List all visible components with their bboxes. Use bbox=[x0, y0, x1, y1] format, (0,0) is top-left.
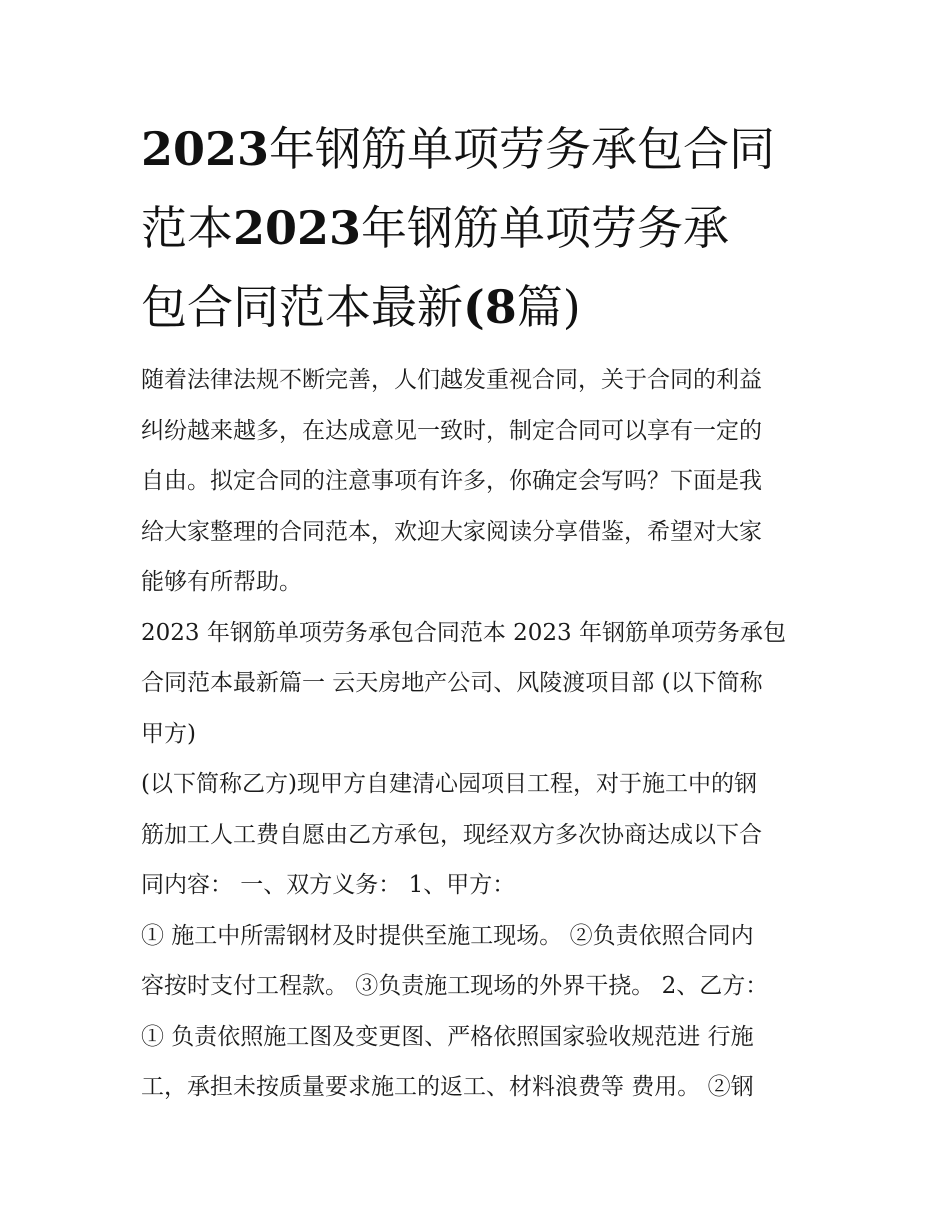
body-line: 工，承担未按质量要求施工的返工、材料浪费等 费用。 ②钢 bbox=[141, 1074, 754, 1100]
title-segment: 篇) bbox=[516, 280, 581, 334]
document-body bbox=[141, 355, 813, 1113]
body-line: (以下简称乙方)现甲方自建清心园项目工程，对于施工中的钢 bbox=[141, 771, 757, 797]
title-segment: 年钢筋单项劳务承 bbox=[361, 201, 730, 255]
body-line: 纠纷越来越多，在达成意见一致时，制定合同可以享有一定的 bbox=[141, 417, 762, 444]
title-line bbox=[141, 189, 813, 268]
body-line: 能够有所帮助。 bbox=[141, 569, 302, 595]
title-segment: 年钢筋单项劳务承包合同 bbox=[269, 122, 776, 176]
title-segment: (8 bbox=[463, 280, 517, 334]
body-line: 给大家整理的合同范本，欢迎大家阅读分享借鉴，希望对大家 bbox=[141, 518, 762, 545]
title-line bbox=[141, 110, 813, 189]
body-line: 2023 年钢筋单项劳务承包合同范本 2023 年钢筋单项劳务承包 bbox=[141, 619, 786, 646]
title-segment: 2023 bbox=[141, 122, 270, 176]
body-line: ① 负责依照施工图及变更图、严格依照国家验收规范进 行施 bbox=[141, 1023, 754, 1050]
body-line: 筋加工人工费自愿由乙方承包，现经双方多次协商达成以下合 bbox=[141, 821, 762, 848]
document-title bbox=[141, 110, 813, 347]
body-line: 同内容： 一、双方义务： 1、甲方： bbox=[141, 872, 516, 898]
title-segment: 2023 bbox=[233, 201, 362, 255]
title-line bbox=[141, 268, 813, 347]
body-line: 自由。拟定合同的注意事项有许多，你确定会写吗？下面是我 bbox=[141, 468, 762, 494]
title-segment: 包合同范本最新 bbox=[141, 280, 463, 334]
title-segment: 范本 bbox=[141, 201, 233, 255]
body-line: 合同范本最新篇一 云天房地产公司、风陵渡项目部 (以下简称 bbox=[141, 670, 763, 696]
body-line: 容按时支付工程款。 ③负责施工现场的外界干挠。 2、乙方： bbox=[141, 973, 769, 999]
body-line: 随着法律法规不断完善，人们越发重视合同，关于合同的利益 bbox=[141, 367, 762, 393]
body-line: 甲方) bbox=[141, 720, 196, 747]
body-line: ① 施工中所需钢材及时提供至施工现场。 ②负责依照合同内 bbox=[141, 922, 754, 949]
